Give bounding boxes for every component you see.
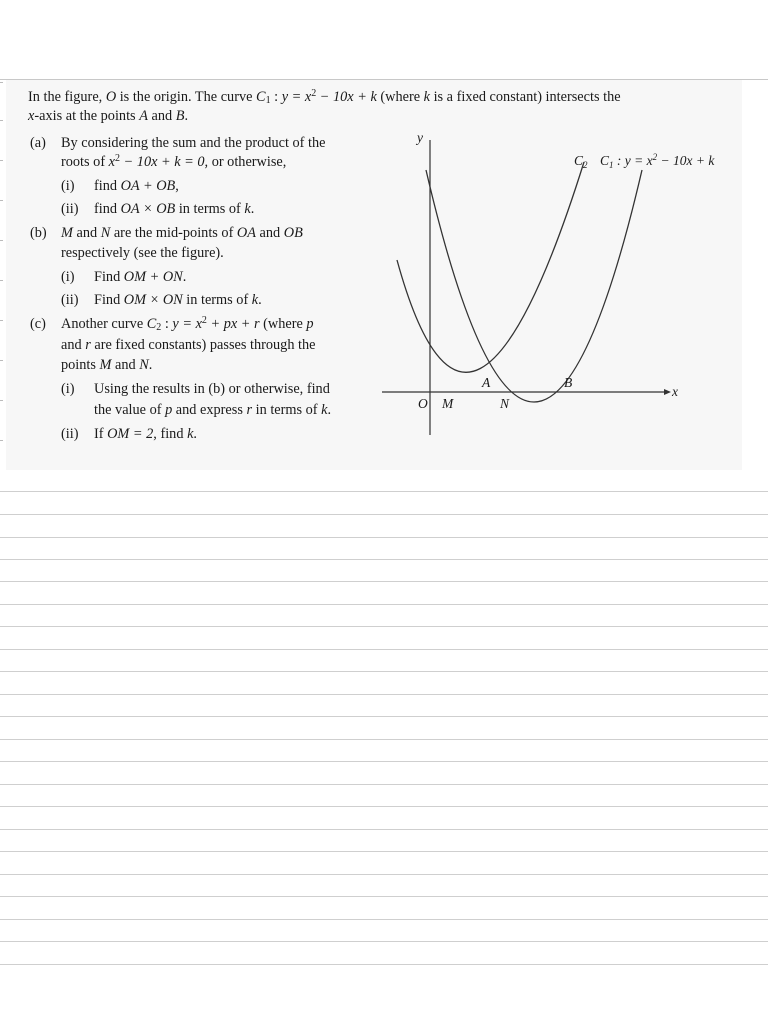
ruled-line [0,941,768,942]
part-c-i-line-2: the value of p and express r in terms of k. [94,402,332,418]
intro-line-1: In the figure, O is the origin. The curve $C_1$ : $y = x^2 - 10x + k$ (where k is a fixed constant) intersects the [28,88,621,106]
x-axis-label: x [672,384,678,399]
ruled-line [0,784,768,785]
ruled-line [0,851,768,852]
parabola-figure [382,130,742,440]
ruled-line [0,761,768,762]
part-a-ii-label: (ii) [61,201,79,217]
part-c-i-line-1: Using the results in (b) or otherwise, find [94,381,330,397]
part-c-line-2: and r are fixed constants) passes through the [61,337,316,353]
part-b-ii-label: (ii) [61,292,79,308]
part-c-ii-text: If OM = 2, find k. [94,426,197,442]
ruled-line [0,491,768,492]
margin-ticks [0,80,3,470]
ruled-line [0,694,768,695]
ruled-line [0,537,768,538]
ruled-line [0,806,768,807]
ruled-line [0,716,768,717]
part-c-ii-label: (ii) [61,426,79,442]
point-n-label: N [500,396,510,411]
ruled-line [0,514,768,515]
part-a-ii-text: find OA × OB in terms of k. [94,201,255,217]
ruled-line [0,874,768,875]
ruled-line [0,919,768,920]
ruled-line [0,604,768,605]
ruled-line [0,559,768,560]
origin-label: O [418,396,428,411]
part-b-line-2: respectively (see the figure). [61,245,224,261]
intro-line-2: x-axis at the points A and B. [28,108,189,124]
part-b-ii-text: Find OM × ON in terms of k. [94,292,262,308]
part-a-i-label: (i) [61,178,75,194]
ruled-line [0,626,768,627]
part-c-label: (c) [30,316,46,332]
curve-c2-label: $C_2$ [574,153,588,170]
part-a-line-1: By considering the sum and the product of the [61,135,326,151]
part-c-i-label: (i) [61,381,75,397]
ruled-line [0,649,768,650]
part-b-line-1: M and N are the mid-points of OA and OB [61,225,303,241]
curve-c2 [397,162,584,372]
part-a-label: (a) [30,135,46,151]
curve-c1 [426,170,642,402]
point-a-label: A [482,375,491,390]
ruled-line [0,739,768,740]
curve-c1-label: $C_1$ : $y = x^2 - 10x + k$ [600,152,715,170]
ruled-line [0,671,768,672]
part-a-line-2: roots of $x^2 - 10x + k = 0$, or otherwise, [61,153,287,170]
part-c-line-1: Another curve $C_2$ : $y = x^2$ + px + r (where p [61,315,314,333]
ruled-line [0,964,768,965]
part-c-line-3: points M and N. [61,357,153,373]
ruled-line [0,829,768,830]
point-m-label: M [442,396,454,411]
ruled-line [0,581,768,582]
part-a-i-text: find OA + OB, [94,178,179,194]
ruled-line [0,896,768,897]
y-axis-label: y [417,130,423,145]
point-b-label: B [564,375,573,390]
x-axis-arrow [664,389,671,395]
part-b-i-text: Find OM + ON. [94,269,187,285]
part-b-label: (b) [30,225,47,241]
part-b-i-label: (i) [61,269,75,285]
